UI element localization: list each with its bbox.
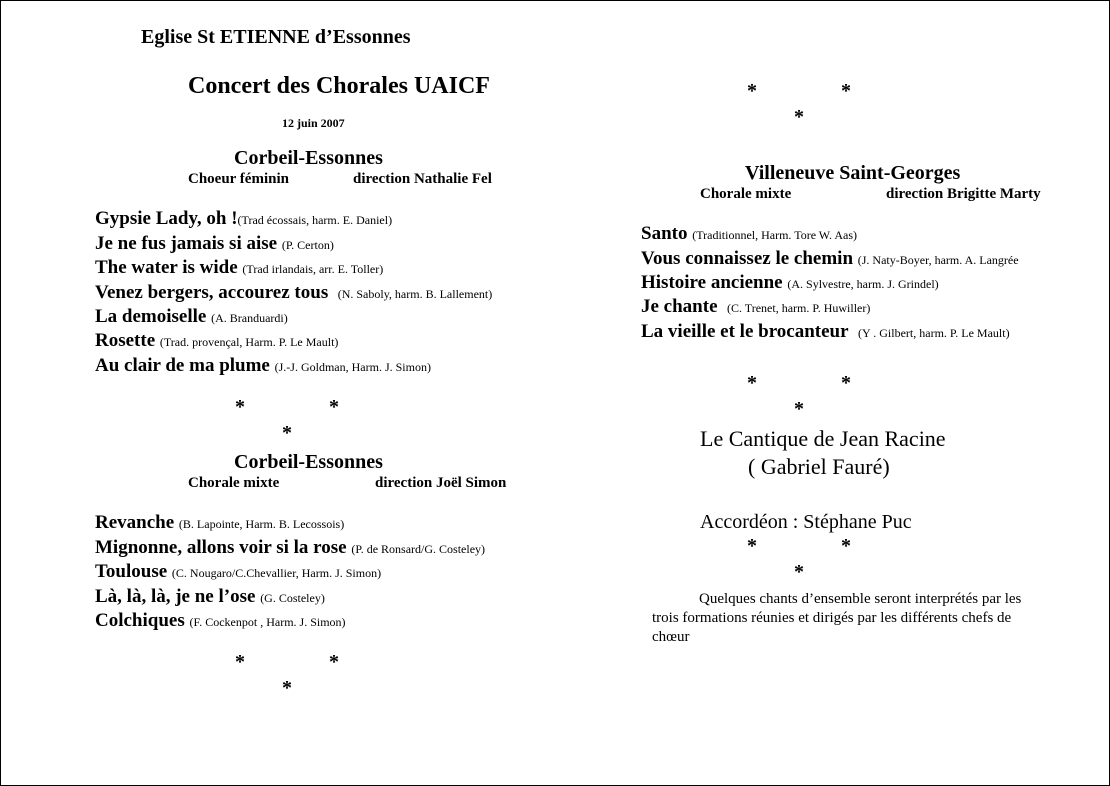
separator-star: *: [747, 372, 757, 394]
church-name: Eglise St ETIENNE d’Essonnes: [141, 26, 411, 48]
separator-star: *: [841, 372, 851, 394]
separator-star: *: [282, 677, 292, 699]
song-item: [95, 537, 485, 559]
group2-choir: Chorale mixte: [188, 475, 280, 491]
song-title: Santo: [641, 223, 688, 244]
song-credit: (Trad. provençal, Harm. P. Le Mault): [159, 335, 339, 349]
group3-choir: Chorale mixte: [700, 186, 792, 202]
song-title: Revanche: [95, 512, 175, 533]
song-credit: (N. Saboly, harm. B. Lallement): [337, 287, 493, 301]
song-title: Au clair de ma plume: [95, 355, 270, 376]
song-item: [95, 282, 492, 304]
separator-star: *: [747, 535, 757, 557]
song-credit: (J.-J. Goldman, Harm. J. Simon): [274, 360, 431, 374]
song-item: [95, 512, 344, 534]
separator-star: *: [841, 80, 851, 102]
song-item: [95, 586, 325, 608]
song-title: The water is wide: [95, 257, 238, 278]
finale-piece: Le Cantique de Jean Racine: [700, 426, 946, 451]
song-credit: (G. Costeley): [260, 591, 325, 605]
song-credit: (Trad irlandais, arr. E. Toller): [242, 262, 384, 276]
song-credit: (B. Lapointe, Harm. B. Lecossois): [178, 517, 345, 531]
finale-composer: ( Gabriel Fauré): [748, 454, 890, 479]
group2-director: direction Joël Simon: [375, 475, 507, 491]
song-title: Là, là, là, je ne l’ose: [95, 586, 256, 607]
song-title: Vous connaissez le chemin: [641, 248, 854, 269]
group3-name: Villeneuve Saint-Georges: [745, 162, 961, 184]
song-item: [95, 561, 381, 583]
song-credit: (P. de Ronsard/G. Costeley): [351, 542, 486, 556]
separator-star: *: [329, 396, 339, 418]
separator-star: *: [235, 396, 245, 418]
song-item: [95, 330, 338, 352]
song-credit: (J. Naty-Boyer, harm. A. Langrée: [857, 253, 1019, 267]
song-item: [641, 248, 1019, 270]
song-credit: (C. Nougaro/C.Chevallier, Harm. J. Simon): [171, 566, 382, 580]
song-credit: (A. Sylvestre, harm. J. Grindel): [787, 277, 939, 291]
separator-star: *: [794, 106, 804, 128]
song-title: Colchiques: [95, 610, 185, 631]
separator-star: *: [841, 535, 851, 557]
song-item: [95, 306, 288, 328]
song-credit: (A. Branduardi): [211, 311, 288, 325]
song-item: [641, 223, 857, 245]
group1-director: direction Nathalie Fel: [353, 171, 492, 187]
song-credit: (F. Cockenpot , Harm. J. Simon): [189, 615, 346, 629]
song-title: La demoiselle: [95, 306, 207, 327]
accordion-credit: Accordéon : Stéphane Puc: [700, 511, 912, 533]
group3-director: direction Brigitte Marty: [886, 186, 1041, 202]
song-title: La vieille et le brocanteur: [641, 321, 849, 342]
concert-date: 12 juin 2007: [282, 116, 345, 130]
separator-star: *: [747, 80, 757, 102]
separator-star: *: [794, 398, 804, 420]
song-item: [641, 321, 1010, 343]
song-credit: (C. Trenet, harm. P. Huwiller): [727, 301, 871, 315]
song-item: [95, 208, 392, 230]
group2-name: Corbeil-Essonnes: [234, 451, 383, 473]
song-title: Je ne fus jamais si aise: [95, 233, 278, 254]
song-title: Venez bergers, accourez tous: [95, 282, 329, 303]
song-credit: (Trad écossais, harm. E. Daniel): [237, 213, 393, 227]
group1-name: Corbeil-Essonnes: [234, 147, 383, 169]
song-item: [95, 257, 383, 279]
song-title: Rosette: [95, 330, 156, 351]
song-item: [95, 355, 431, 377]
song-credit: (P. Certon): [281, 238, 334, 252]
song-credit: (Traditionnel, Harm. Tore W. Aas): [692, 228, 858, 242]
song-title: Toulouse: [95, 561, 168, 582]
song-item: [95, 233, 334, 255]
separator-star: *: [235, 651, 245, 673]
separator-star: *: [282, 422, 292, 444]
group1-choir: Choeur féminin: [188, 171, 289, 187]
ensemble-note: Quelques chants d’ensemble seront interprétés par les trois formations réunies et dirigés par les différents chefs de chœur: [652, 591, 1022, 645]
song-item: [95, 610, 346, 632]
song-item: [641, 272, 939, 294]
concert-title: Concert des Chorales UAICF: [188, 73, 490, 99]
song-title: Histoire ancienne: [641, 272, 783, 293]
song-item: [641, 296, 870, 318]
separator-star: *: [794, 561, 804, 583]
song-credit: (Y . Gilbert, harm. P. Le Mault): [858, 326, 1010, 340]
song-title: Gypsie Lady, oh !: [95, 208, 238, 229]
separator-star: *: [329, 651, 339, 673]
song-title: Je chante: [641, 296, 718, 317]
song-title: Mignonne, allons voir si la rose: [95, 537, 347, 558]
